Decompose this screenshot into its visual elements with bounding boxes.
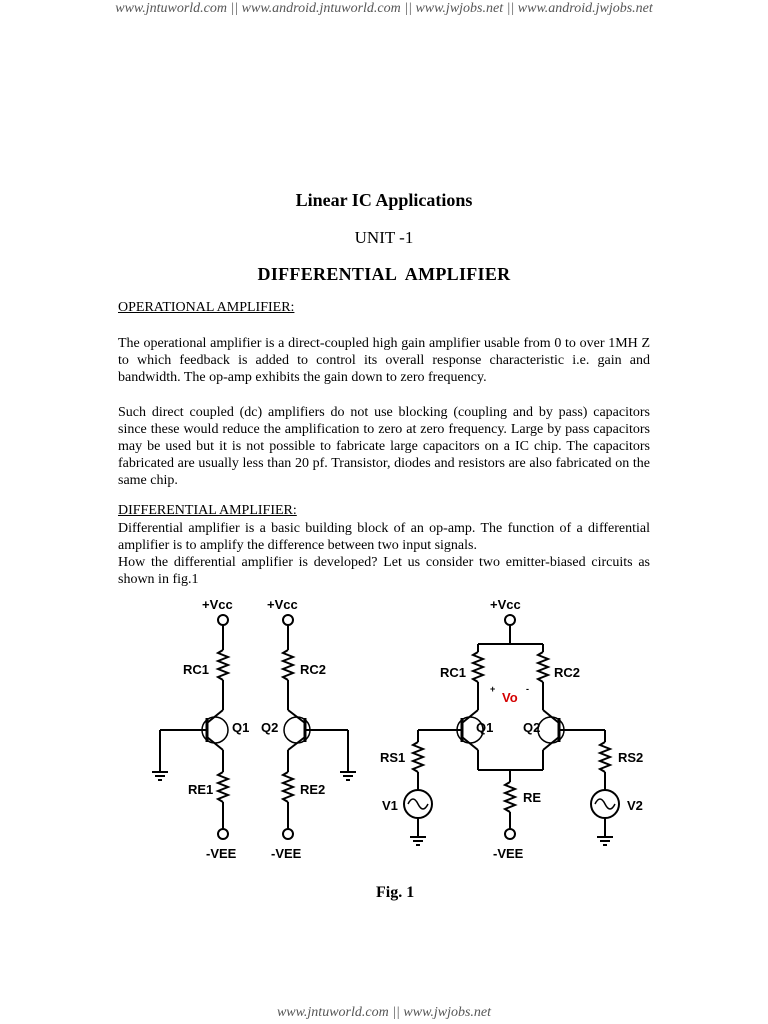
- label-q1-right: Q1: [476, 720, 494, 735]
- label-v2: V2: [627, 798, 643, 813]
- label-re: RE: [523, 790, 542, 805]
- label-vcc-1: +Vcc: [202, 597, 233, 612]
- paragraph-diff-amp-2: How the differential amplifier is developed? Let us consider two emitter-biased circuits as shown in fig.1: [118, 555, 650, 587]
- differential-amplifier-circuit-figure: [140, 592, 660, 872]
- page-header-links: www.jntuworld.com || www.android.jntuworld.com || www.jwjobs.net || www.android.jwjobs.net: [115, 1, 653, 16]
- chapter-title: DIFFERENTIAL AMPLIFIER: [257, 264, 511, 284]
- label-vcc-3: +Vcc: [490, 597, 521, 612]
- page-footer-links: www.jntuworld.com || www.jwjobs.net: [276, 1005, 492, 1020]
- emitter-biased-circuit-2: [283, 615, 356, 839]
- unit-label: UNIT -1: [354, 228, 414, 247]
- paragraph-opamp-1: The operational amplifier is a direct-coupled high gain amplifier usable from 0 to over 1MH Z to which feedback is added to control its overall response characteristic i.e. gain and bandwidth. The op-amp exhibits the gain down to zero frequency.: [118, 336, 650, 385]
- label-vee-3: -VEE: [493, 846, 524, 861]
- label-vo-minus: -: [526, 684, 529, 694]
- section-heading-opamp: OPERATIONAL AMPLIFIER:: [118, 300, 295, 315]
- figure-caption: Fig. 1: [376, 884, 415, 901]
- label-vcc-2: +Vcc: [267, 597, 298, 612]
- label-rc2-left: RC2: [300, 662, 327, 677]
- label-vo-plus: +: [490, 684, 496, 694]
- paragraph-diff-amp-1: Differential amplifier is a basic building block of an op-amp. The function of a differential amplifier is to amplify the difference between two input signals.: [118, 521, 650, 553]
- emitter-biased-circuit-1: [152, 615, 228, 839]
- label-re1: RE1: [188, 782, 214, 797]
- label-rc1-right: RC1: [440, 665, 467, 680]
- label-vee-1: -VEE: [206, 846, 237, 861]
- document-title: Linear IC Applications: [295, 190, 473, 210]
- label-v1: V1: [382, 798, 398, 813]
- label-vo: Vo: [502, 690, 518, 705]
- section-heading-diff-amp: DIFFERENTIAL AMPLIFIER:: [118, 503, 297, 518]
- label-q2-left: Q2: [261, 720, 279, 735]
- label-re2: RE2: [300, 782, 326, 797]
- label-rc2-right: RC2: [554, 665, 581, 680]
- label-rc1-left: RC1: [183, 662, 210, 677]
- paragraph-opamp-2: Such direct coupled (dc) amplifiers do not use blocking (coupling and by pass) capacitors since these would reduce the amplification to zero at zero frequency. Large by pass capacitors may be used but it is not possible to fabricate large capacitors on a IC chip. The capacitors fabricated are usually less than 20 pf. Transistor, diodes and resistors are also fabricated on the same chip.: [118, 405, 650, 488]
- label-rs1: RS1: [380, 750, 406, 765]
- label-q2-right: Q2: [523, 720, 541, 735]
- label-q1-left: Q1: [232, 720, 250, 735]
- label-vee-2: -VEE: [271, 846, 302, 861]
- differential-amplifier-circuit: [404, 615, 619, 845]
- label-rs2: RS2: [618, 750, 644, 765]
